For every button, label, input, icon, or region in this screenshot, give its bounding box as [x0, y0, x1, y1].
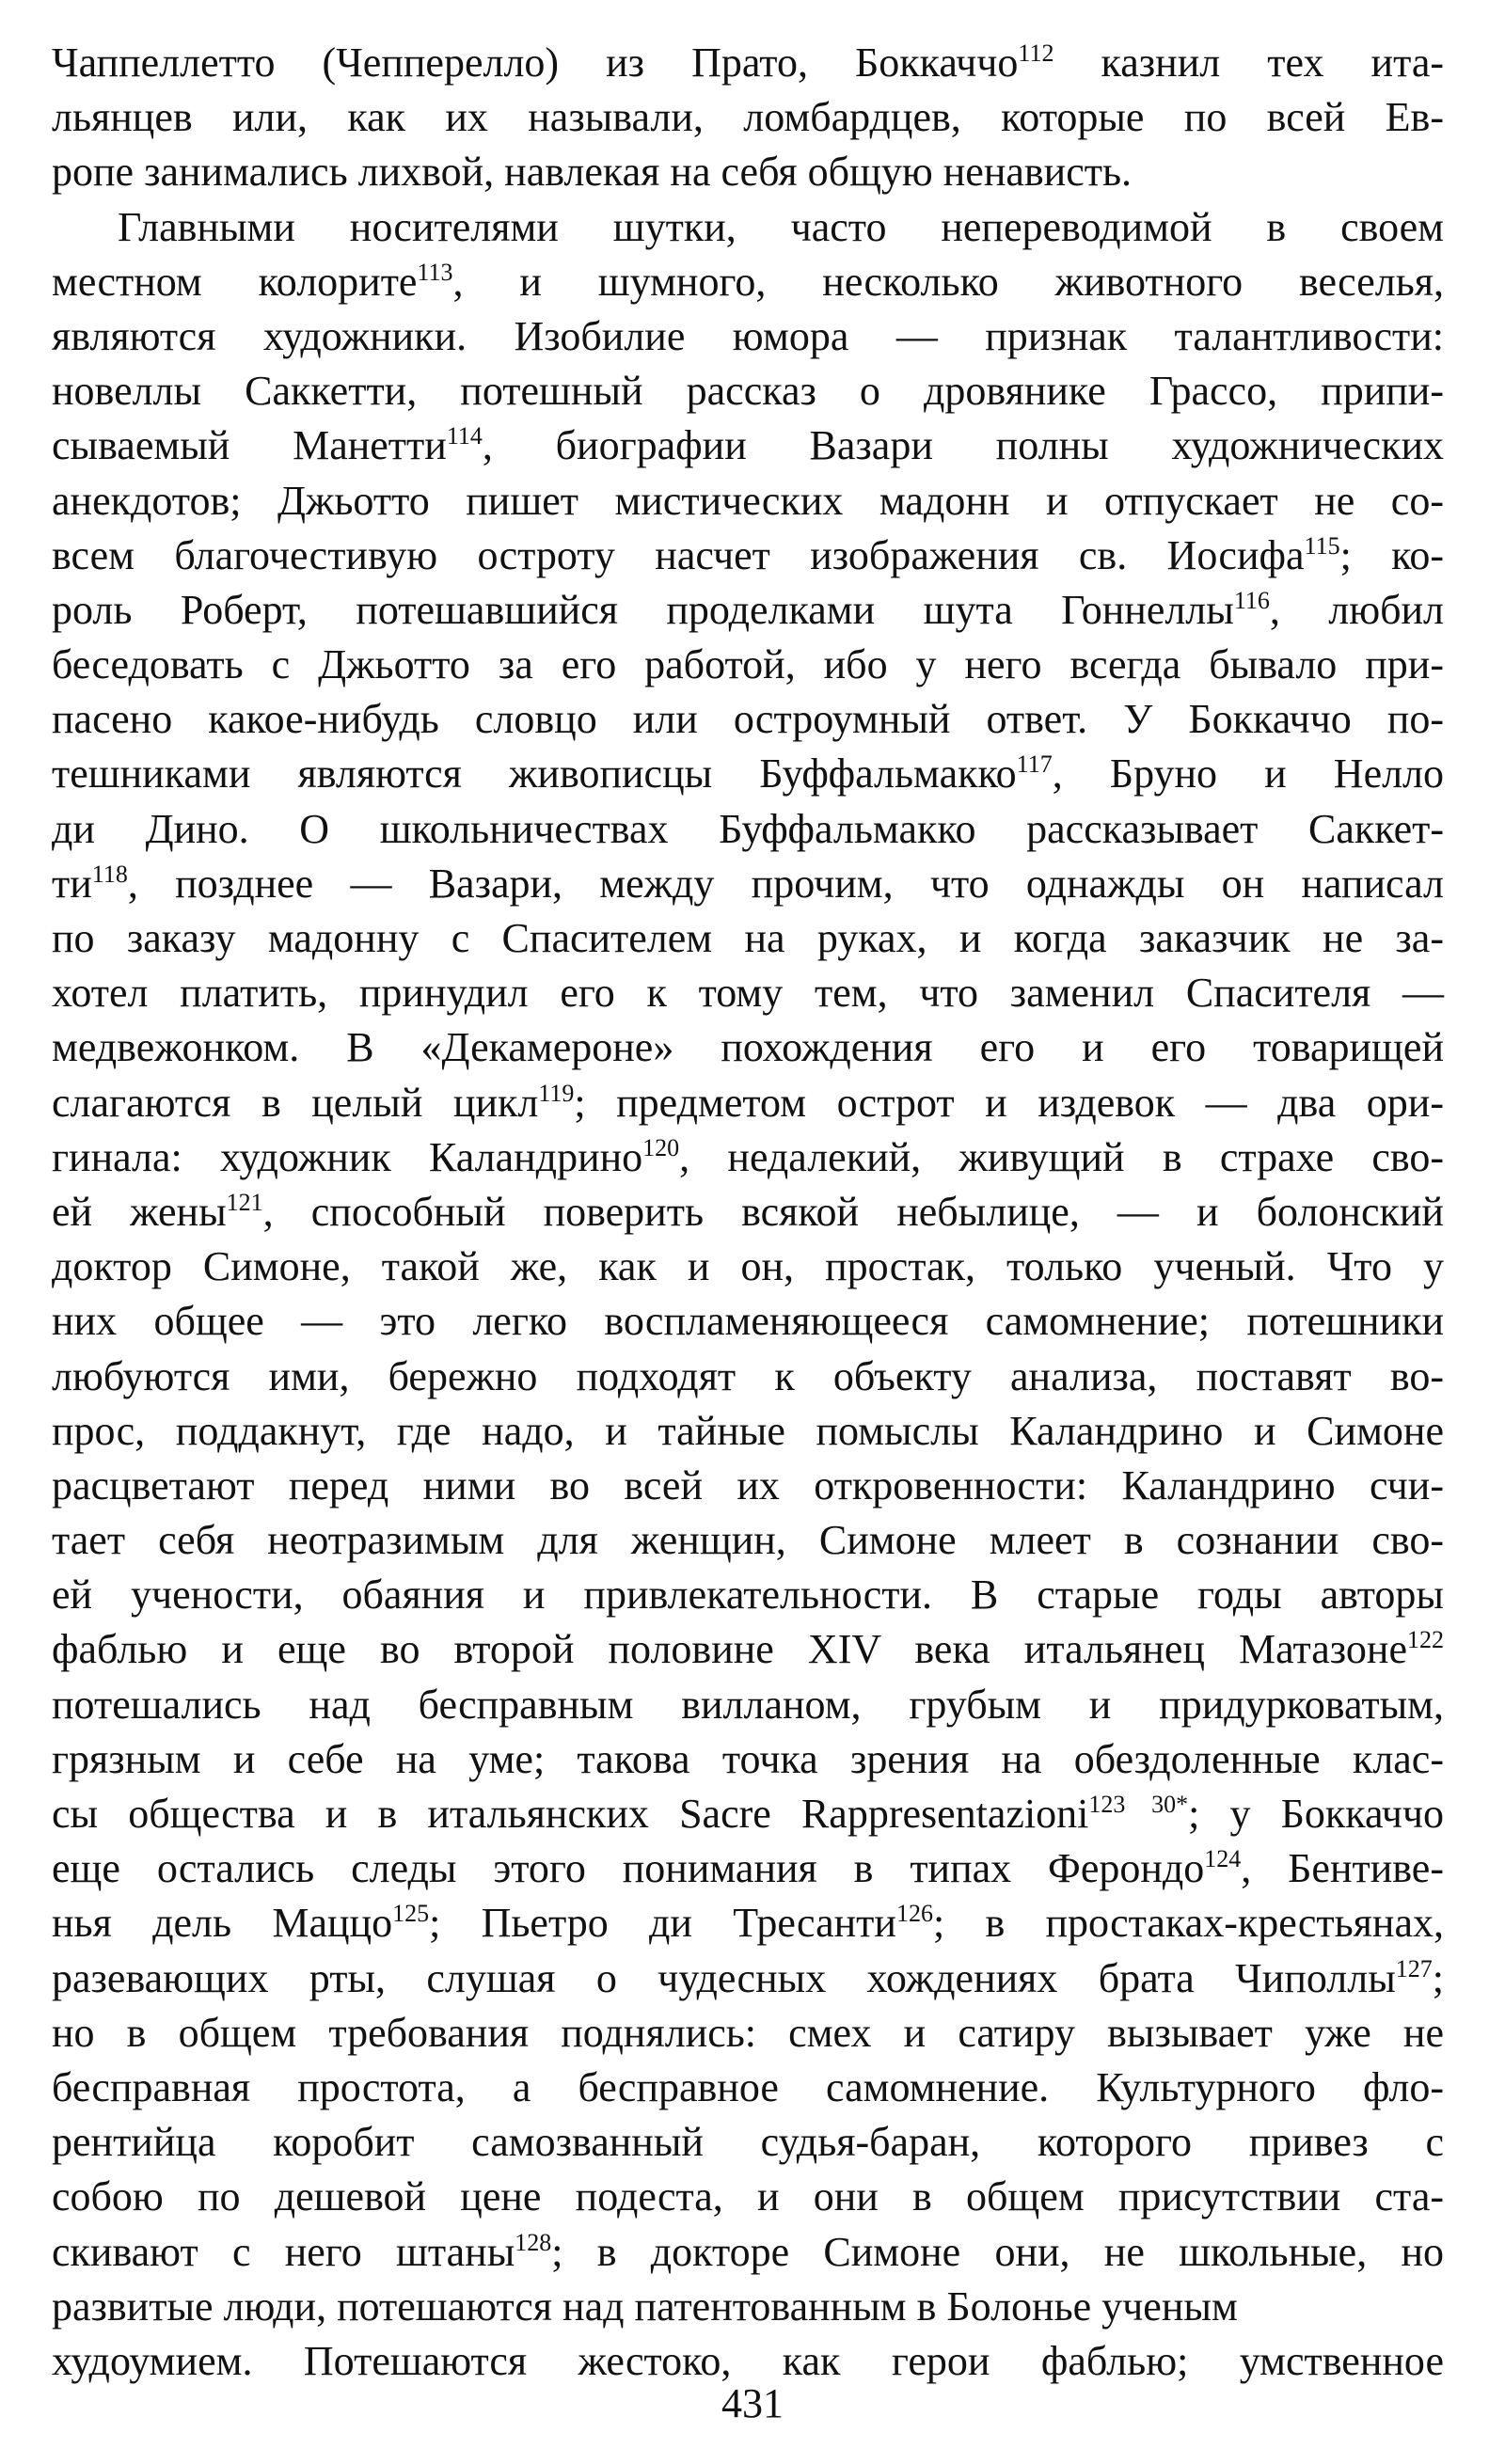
text-line: [52, 692, 1444, 747]
line-text: тает себя неотразимым для женщин, Симоне млеет в сознании сво-: [52, 1517, 1444, 1564]
text-line: [52, 2115, 1444, 2170]
text-line: [52, 911, 1444, 966]
text-line: [52, 1678, 1444, 1732]
text-line: [52, 474, 1444, 529]
footnote-ref: 120: [642, 1133, 680, 1161]
text-line: [52, 255, 1444, 309]
line-text: Чаппеллетто (Чепперелло) из Прато, Боккаччо: [52, 39, 1019, 86]
line-text: худоумием. Потешаются жестоко, как герои фаблью; умственное: [52, 2337, 1444, 2384]
text-line: [52, 1841, 1444, 1896]
line-text: , недалекий, живущий в страхе сво-: [679, 1133, 1445, 1180]
line-text: сы общества и в итальянских Sacre Rappresentazioni: [52, 1791, 1089, 1837]
footnote-ref: 118: [91, 860, 128, 888]
line-text: расцветают перед ними во всей их откровенности: Каландрино счи-: [52, 1461, 1444, 1508]
line-text: прос, поддакнут, где надо, и тайные помыслы Каландрино и Симоне: [52, 1407, 1444, 1454]
line-text: казнил тех ита-: [1054, 39, 1445, 86]
line-text: всем благочестивую остроту насчет изображения св. Иосифа: [52, 531, 1305, 578]
line-text: роль Роберт, потешавшийся проделками шута Гоннеллы: [52, 586, 1234, 633]
text-line: [52, 1568, 1444, 1622]
text-line: [52, 90, 1444, 145]
footnote-ref: 117: [1016, 750, 1053, 779]
line-text: развитые люди, потешаются над патентованным в Болонье ученым: [52, 2282, 1238, 2330]
line-text: хотел платить, принудил его к тому тем, что заменил Спасителя —: [52, 970, 1444, 1017]
line-text: тешниками являются живописцы Буффальмакко: [52, 750, 1017, 798]
footnote-ref: 116: [1233, 586, 1270, 614]
text-line: [52, 1732, 1444, 1787]
line-text: бесправная простота, а бесправное самомнение. Культурного фло-: [52, 2063, 1444, 2110]
line-text: ; ко-: [1339, 531, 1444, 578]
text-line: [52, 583, 1444, 638]
footnote-ref: 126: [895, 1900, 933, 1928]
text-line: [52, 145, 1444, 199]
footnote-ref: 114: [446, 422, 483, 450]
line-text: грязным и себе на уме; такова точка зрения на обездоленные клас-: [52, 1735, 1444, 1782]
line-text: слагаются в целый цикл: [52, 1079, 539, 1126]
text-line: [52, 857, 1444, 911]
page-text: [52, 36, 1444, 2389]
line-text: ей учености, обаяния и привлекательности. В старые годы авторы: [52, 1572, 1444, 1619]
line-text: гинала: художник Каландрино: [52, 1133, 643, 1180]
footnote-ref: 127: [1395, 1954, 1433, 1982]
line-text: них общее — это легко воспламеняющееся самомнение; потешники: [52, 1298, 1444, 1345]
line-text: , способный поверить всякой небылице, — и болонский: [262, 1188, 1444, 1235]
text-line: [52, 2225, 1444, 2280]
line-text: ей жены: [52, 1188, 227, 1235]
text-line: [52, 1350, 1444, 1404]
line-text: местном колорите: [52, 258, 418, 305]
line-text: пасено какое-нибудь словцо или остроумный ответ. У Боккаччо по-: [52, 696, 1444, 743]
line-text: ти: [52, 860, 92, 907]
line-text: , позднее — Вазари, между прочим, что однажды он написал: [127, 860, 1444, 907]
text-line: [52, 1787, 1444, 1841]
footnote-ref: 112: [1018, 39, 1054, 67]
text-line: [52, 1622, 1444, 1677]
line-text: ; в докторе Симоне они, не школьные, но: [551, 2228, 1444, 2275]
text-line: [52, 638, 1444, 692]
text-line: [52, 2006, 1444, 2061]
footnote-ref: 121: [226, 1188, 263, 1216]
text-line: [52, 1404, 1444, 1459]
text-line: [52, 419, 1444, 473]
line-text: ;: [1432, 1954, 1444, 2001]
line-text: медвежонком. В «Декамероне» похождения его и его товарищей: [52, 1024, 1444, 1071]
line-text: , и шумного, несколько животного веселья,: [452, 258, 1444, 305]
line-text: ; в простаках-крестьянах,: [932, 1900, 1444, 1947]
line-text: фаблью и еще во второй половине XIV века итальянец Матазоне: [52, 1626, 1407, 1673]
text-line: [52, 529, 1444, 583]
line-text: новеллы Саккетти, потешный рассказ о дровянике Грассо, припи-: [52, 368, 1444, 415]
line-text: скивают с него штаны: [52, 2228, 515, 2275]
line-text: рентийца коробит самозванный судья-баран, которого привез с: [52, 2119, 1444, 2166]
text-line: [52, 36, 1444, 90]
footnote-ref: 113: [417, 258, 453, 286]
text-line: [52, 1896, 1444, 1951]
footnote-ref: 125: [392, 1900, 430, 1928]
line-text: , Бруно и Нелло: [1052, 750, 1445, 798]
text-line: [52, 2170, 1444, 2224]
line-text: Главными носителями шутки, часто непереводимой в своем: [118, 203, 1444, 250]
text-line: [52, 200, 1444, 255]
line-text: , биографии Вазари полны художнических: [482, 422, 1444, 469]
footnote-ref: 115: [1304, 531, 1340, 560]
line-text: еще остались следы этого понимания в типах Ферондо: [52, 1845, 1205, 1892]
line-text: льянцев или, как их называли, ломбардцев, которые по всей Ев-: [52, 94, 1444, 141]
line-text: ди Дино. О школьничествах Буффальмакко рассказывает Саккет-: [52, 805, 1444, 852]
line-text: потешались над бесправным вилланом, грубым и придурковатым,: [52, 1681, 1444, 1728]
line-text: ; Пьетро ди Тресанти: [429, 1900, 896, 1947]
text-line: [52, 1459, 1444, 1513]
line-text: ; у Боккаччо: [1188, 1791, 1445, 1837]
line-text: любуются ими, бережно подходят к объекту анализа, поставят во-: [52, 1352, 1444, 1399]
line-text: но в общем требования поднялись: смех и сатиру вызывает уже не: [52, 2009, 1444, 2056]
line-text: сываемый Манетти: [52, 422, 447, 469]
text-line: [52, 1130, 1444, 1185]
text-line: [52, 1020, 1444, 1075]
line-text: доктор Симоне, такой же, как и он, простак, только ученый. Что у: [52, 1243, 1444, 1290]
line-text: ропе занимались лихвой, навлекая на себя общую ненависть.: [52, 149, 1133, 196]
text-line: [52, 1240, 1444, 1294]
text-line: [52, 309, 1444, 364]
line-text: беседовать с Джьотто за его работой, ибо у него всегда бывало при-: [52, 641, 1444, 688]
line-text: по заказу мадонну с Спасителем на руках, и когда заказчик не за-: [52, 915, 1444, 961]
text-line: [52, 2061, 1444, 2115]
footnote-ref: 124: [1204, 1845, 1242, 1873]
footnote-ref: 119: [538, 1079, 575, 1107]
line-text: являются художники. Изобилие юмора — признак талантливости:: [52, 312, 1444, 359]
line-text: , Бентиве-: [1241, 1845, 1444, 1892]
line-text: собою по дешевой цене подеста, и они в общем присутствии ста-: [52, 2173, 1444, 2220]
text-line: [52, 802, 1444, 857]
text-line: [52, 1076, 1444, 1130]
footnote-ref: 122: [1407, 1626, 1444, 1654]
text-line: [52, 1513, 1444, 1568]
text-line: [52, 1951, 1444, 2006]
line-text: анекдотов; Джьотто пишет мистических мадонн и отпускает не со-: [52, 477, 1444, 524]
text-line: [52, 1294, 1444, 1349]
page-number: 431: [721, 2380, 784, 2426]
footnote-ref: 128: [515, 2228, 552, 2256]
text-line: [52, 1185, 1444, 1240]
line-text: ; предметом острот и издевок — два ори-: [574, 1079, 1444, 1126]
line-text: нья дель Маццо: [52, 1900, 393, 1947]
text-line: [52, 364, 1444, 419]
text-line: [52, 747, 1444, 801]
footnote-ref: 123 30*: [1088, 1791, 1189, 1818]
line-text: разевающих рты, слушая о чудесных хождениях брата Чиполлы: [52, 1954, 1396, 2001]
text-line: [52, 2280, 1444, 2334]
line-text: , любил: [1269, 586, 1445, 633]
text-line: [52, 966, 1444, 1020]
